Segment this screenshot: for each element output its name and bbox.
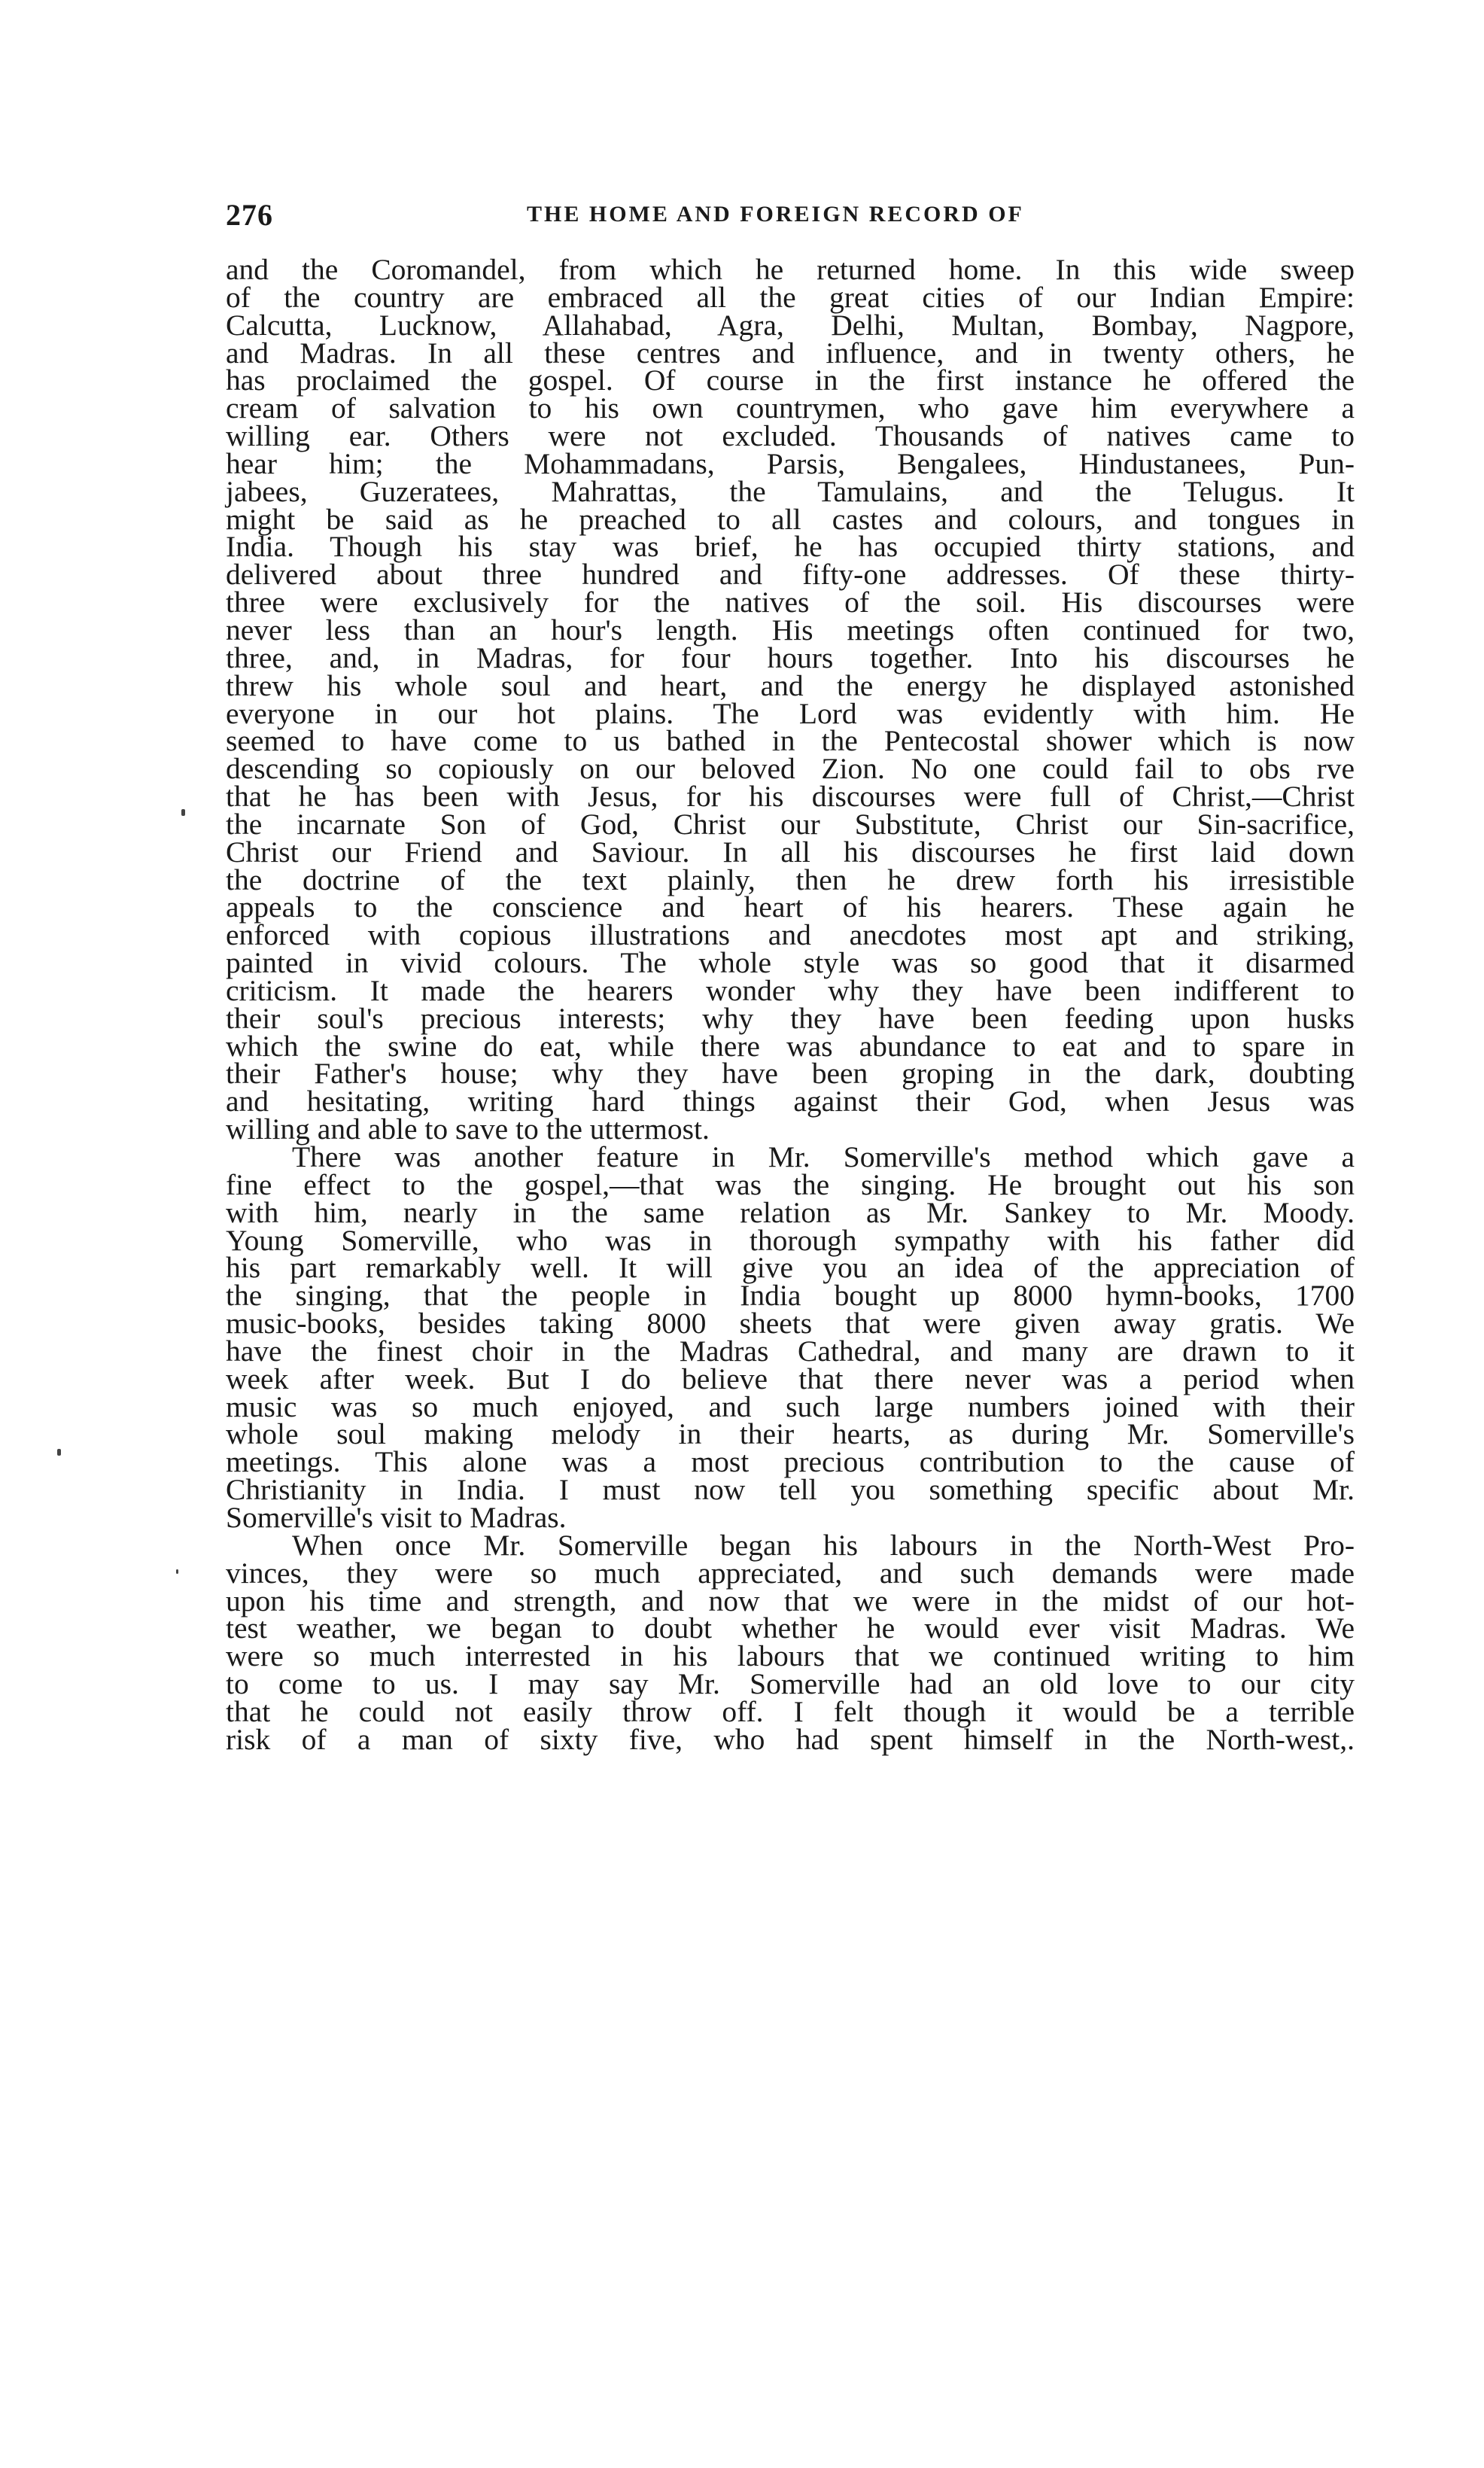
text-line: Somerville's visit to Madras. bbox=[226, 1500, 567, 1534]
text-line: willing and able to save to the uttermost. bbox=[226, 1112, 710, 1146]
text-line: that he has been with Jesus, for his discourses were full of Christ,—Christ bbox=[226, 780, 1355, 814]
text-line: whole soul making melody in their hearts, as during Mr. Somerville's bbox=[226, 1417, 1355, 1451]
text-line: of the country are embraced all the great cities of our Indian Empire: bbox=[226, 280, 1355, 314]
text-line: their Father's house; why they have been groping in the dark, doubting bbox=[226, 1057, 1355, 1091]
text-line: everyone in our hot plains. The Lord was evidently with him. He bbox=[226, 696, 1355, 730]
text-line: three, and, in Madras, for four hours together. Into his discourses he bbox=[226, 641, 1355, 674]
text-line: delivered about three hundred and fifty-one addresses. Of these thirty- bbox=[226, 558, 1355, 592]
text-line: meetings. This alone was a most precious contribution to the cause of bbox=[226, 1445, 1355, 1479]
text-line: test weather, we began to doubt whether he would ever visit Madras. We bbox=[226, 1611, 1355, 1645]
margin-speck bbox=[176, 1569, 178, 1574]
text-line: descending so copiously on our beloved Zion. No one could fail to obs rve bbox=[226, 752, 1355, 786]
text-line: Young Somerville, who was in thorough sympathy with his father did bbox=[226, 1223, 1355, 1257]
text-line: with him, nearly in the same relation as Mr. Sankey to Mr. Moody. bbox=[226, 1195, 1355, 1229]
text-line: criticism. It made the hearers wonder why they have been indifferent to bbox=[226, 973, 1355, 1007]
text-line: the incarnate Son of God, Christ our Substitute, Christ our Sin-sacrifice, bbox=[226, 807, 1355, 841]
text-line: willing ear. Others were not excluded. Thousands of natives came to bbox=[226, 419, 1355, 453]
margin-speck bbox=[181, 809, 185, 816]
text-line: and the Coromandel, from which he returned home. In this wide sweep bbox=[226, 253, 1355, 286]
text-line: might be said as he preached to all castes and colours, and tongues in bbox=[226, 502, 1355, 536]
text-line: the doctrine of the text plainly, then he drew forth his irresistible bbox=[226, 863, 1355, 896]
text-line: music was so much enjoyed, and such large numbers joined with their bbox=[226, 1389, 1355, 1423]
text-line: Christianity in India. I must now tell you something specific about Mr. bbox=[226, 1473, 1355, 1507]
text-line: enforced with copious illustrations and anecdotes most apt and striking, bbox=[226, 918, 1355, 952]
text-line: seemed to have come to us bathed in the Pentecostal shower which is now bbox=[226, 724, 1355, 758]
text-line: Christ our Friend and Saviour. In all his discourses he first laid down bbox=[226, 835, 1355, 869]
text-line: threw his whole soul and heart, and the energy he displayed astonished bbox=[226, 668, 1355, 702]
page-number: 276 bbox=[226, 198, 273, 232]
text-line: their soul's precious interests; why they have been feeding upon husks bbox=[226, 1001, 1355, 1035]
text-line: risk of a man of sixty five, who had spent himself in the North-west,. bbox=[226, 1722, 1355, 1756]
text-line: cream of salvation to his own countrymen, who gave him everywhere a bbox=[226, 391, 1355, 425]
text-line: India. Though his stay was brief, he has occupied thirty stations, and bbox=[226, 530, 1355, 564]
margin-speck bbox=[57, 1449, 61, 1456]
text-line: the singing, that the people in India bought up 8000 hymn-books, 1700 bbox=[226, 1279, 1355, 1313]
running-header bbox=[226, 197, 1355, 236]
text-line: three were exclusively for the natives of the soil. His discourses were bbox=[226, 586, 1355, 619]
text-line: that he could not easily throw off. I felt though it would be a terrible bbox=[226, 1694, 1355, 1728]
text-line: vinces, they were so much appreciated, and such demands were made bbox=[226, 1556, 1355, 1590]
text-line: week after week. But I do believe that there never was a period when bbox=[226, 1362, 1355, 1395]
text-line: never less than an hour's length. His meetings often continued for two, bbox=[226, 613, 1355, 647]
text-line: appeals to the conscience and heart of his hearers. These again he bbox=[226, 890, 1355, 924]
text-line: painted in vivid colours. The whole style was so good that it disarmed bbox=[226, 946, 1355, 980]
text-line: fine effect to the gospel,—that was the singing. He brought out his son bbox=[226, 1167, 1355, 1201]
text-line: hear him; the Mohammadans, Parsis, Bengalees, Hindustanees, Pun- bbox=[226, 446, 1355, 480]
text-line: were so much interrested in his labours that we continued writing to him bbox=[226, 1639, 1355, 1673]
text-line: There was another feature in Mr. Somerville's method which gave a bbox=[292, 1140, 1355, 1173]
text-line: has proclaimed the gospel. Of course in the first instance he offered the bbox=[226, 364, 1355, 397]
text-line: Calcutta, Lucknow, Allahabad, Agra, Delhi, Multan, Bombay, Nagpore, bbox=[226, 308, 1355, 342]
text-line: jabees, Guzeratees, Mahrattas, the Tamulains, and the Telugus. It bbox=[226, 474, 1355, 508]
body-text bbox=[226, 253, 1355, 1756]
running-title: THE HOME AND FOREIGN RECORD OF bbox=[527, 202, 1024, 227]
text-line: to come to us. I may say Mr. Somerville had an old love to our city bbox=[226, 1667, 1355, 1701]
text-line: his part remarkably well. It will give you an idea of the appreciation of bbox=[226, 1251, 1355, 1285]
text-line: and Madras. In all these centres and influence, and in twenty others, he bbox=[226, 336, 1355, 370]
text-line: have the finest choir in the Madras Cathedral, and many are drawn to it bbox=[226, 1334, 1355, 1368]
text-line: upon his time and strength, and now that we were in the midst of our hot- bbox=[226, 1584, 1355, 1617]
text-line: music-books, besides taking 8000 sheets that were given away gratis. We bbox=[226, 1307, 1355, 1341]
text-line: and hesitating, writing hard things against their God, when Jesus was bbox=[226, 1085, 1355, 1118]
text-line: When once Mr. Somerville began his labours in the North-West Pro- bbox=[292, 1528, 1355, 1562]
text-line: which the swine do eat, while there was abundance to eat and to spare in bbox=[226, 1029, 1355, 1063]
